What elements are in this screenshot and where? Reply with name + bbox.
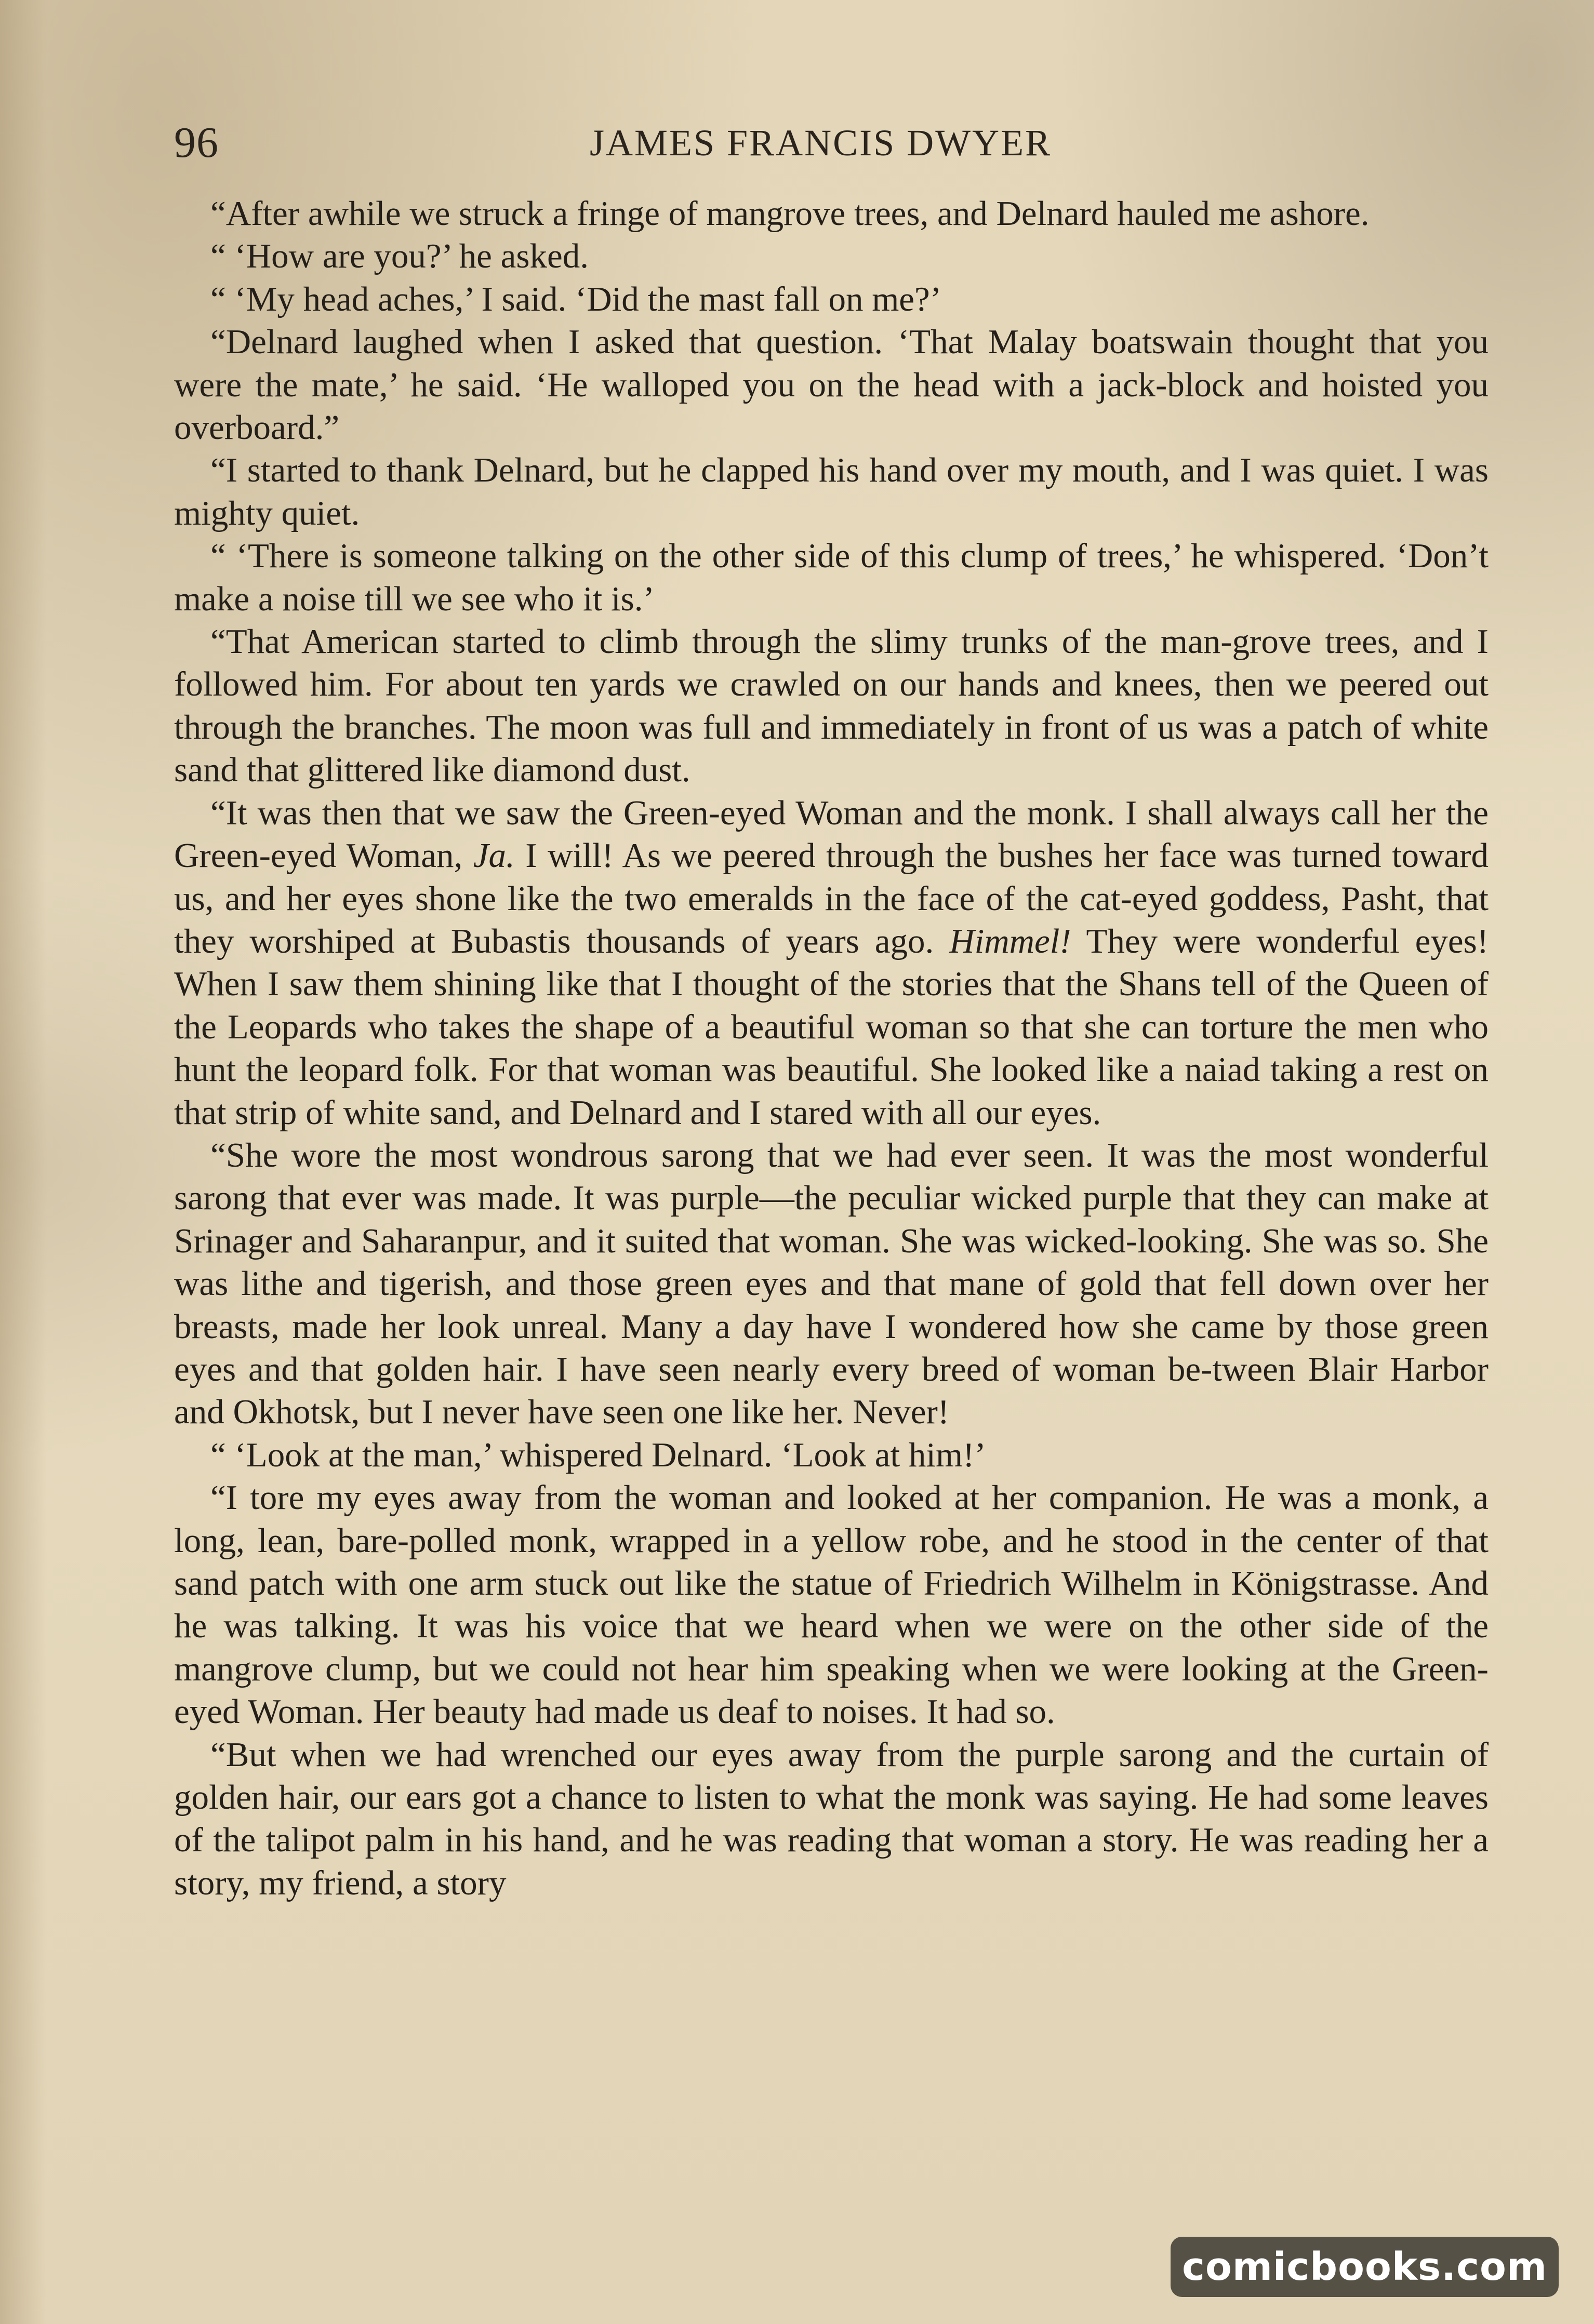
paragraph-text: “It was then that we saw the Green-eyed Woman and the monk. I shall always call her the Green-eyed Woman, — [174, 793, 1489, 875]
watermark: comicbooks.com — [1171, 2237, 1559, 2297]
paragraph: “Delnard laughed when I asked that question. ‘That Malay boatswain thought that you were the mate,’ he said. ‘He walloped you on the head with a jack-block and hoisted you overboard.” — [174, 323, 1489, 447]
running-head: JAMES FRANCIS DWYER — [590, 122, 1052, 164]
story-text — [174, 192, 1489, 1904]
page-number: 96 — [174, 118, 219, 167]
paragraph: “ ‘Look at the man,’ whispered Delnard. ‘Look at him!’ — [210, 1435, 986, 1474]
paragraph: “ ‘There is someone talking on the other side of this clump of trees,’ he whispered. ‘Don’t make a noise till we see who it is.’ — [174, 537, 1489, 618]
paragraph: “That American started to climb through the slimy trunks of the man-grove trees, and I followed him. For about ten yards we crawled on our hands and knees, then we peered out through the branches. The moon was full and immediately in front of us was a patch of white sand that glittered like diamond dust. — [174, 622, 1489, 790]
page-edge-shadow — [0, 0, 47, 2324]
paragraph — [174, 792, 1489, 1134]
paragraph: “ ‘My head aches,’ I said. ‘Did the mast fall on me?’ — [210, 279, 942, 318]
paragraph: “I tore my eyes away from the woman and looked at her companion. He was a monk, a long, lean, bare-polled monk, wrapped in a yellow robe, and he stood in the center of that sand patch with one arm stuck out like the statue of Friedrich Wilhelm in Königstrasse. And he was talking. It was his voice that we heard when we were on the other side of the mangrove clump, but we could not hear him speaking when we were looking at the Green-eyed Woman. Her beauty had made us deaf to noises. It had so. — [174, 1478, 1489, 1731]
paragraph: “But when we had wrenched our eyes away from the purple sarong and the curtain of golden hair, our ears got a chance to listen to what the monk was saying. He had some leaves of the talipot palm in his hand, and he was reading that woman a story. He was reading her a story, my friend, a story — [174, 1735, 1489, 1902]
paragraph: “ ‘How are you?’ he asked. — [210, 237, 589, 276]
paragraph: “She wore the most wondrous sarong that we had ever seen. It was the most wonderful sarong that ever was made. It was purple—the peculiar wicked purple that they can make at Srinager and Saharanpur, and it suited that woman. She was wicked-looking. She was so. She was lithe and tigerish, and those green eyes and that mane of gold that fell down over her breasts, made her look unreal. Many a day have I wondered how she came by those green eyes and that golden hair. I have seen nearly every breed of woman be-tween Blair Harbor and Okhotsk, but I never have seen one like her. Never! — [174, 1136, 1489, 1432]
paragraph-text: They were wonderful eyes! When I saw them shining like that I thought of the stories that the Shans tell of the Queen of the Leopards who takes the shape of a beautiful woman so that she can torture the men who hunt the leopard folk. For that woman was beautiful. She looked like a naiad taking a rest on that strip of white sand, and Delnard and I stared with all our eyes. — [174, 921, 1489, 1132]
italic-word: Himmel! — [949, 921, 1071, 960]
italic-word: Ja. — [473, 836, 515, 875]
paragraph-text: I will! As we peered through the bushes her face was turned toward us, and her eyes shone like the two emeralds in the face of the cat-eyed goddess, Pasht, that they worshiped at Bubastis thousands of years ago. — [174, 836, 1489, 960]
paragraph: “I started to thank Delnard, but he clapped his hand over my mouth, and I was quiet. I was mighty quiet. — [174, 451, 1489, 532]
paragraph: “After awhile we struck a fringe of mangrove trees, and Delnard hauled me ashore. — [210, 194, 1370, 233]
page-header — [174, 114, 1499, 171]
